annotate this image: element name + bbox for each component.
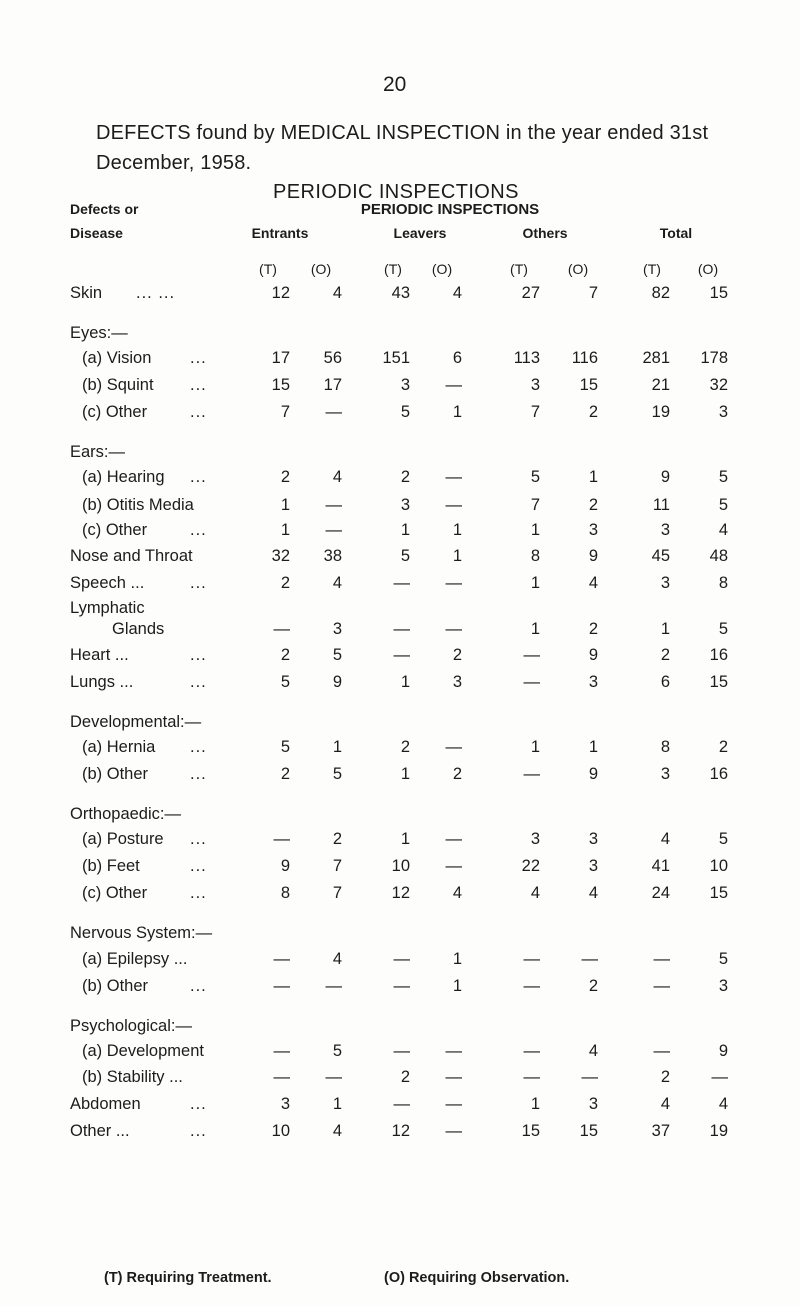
table-cell: 6	[660, 673, 670, 691]
sub-header-o: (O)	[310, 261, 332, 277]
table-cell: 5	[332, 1042, 342, 1060]
table-cell: 2	[588, 977, 598, 995]
table-cell: 9	[280, 857, 290, 875]
table-cell: 4	[332, 574, 342, 592]
table-cell: —	[325, 1068, 342, 1086]
table-cell: 178	[700, 349, 728, 367]
table-cell: 24	[651, 884, 670, 902]
sub-header-o: (O)	[697, 261, 719, 277]
table-cell: 5	[332, 765, 342, 783]
table-cell: 1	[452, 547, 462, 565]
group-header-total: Total	[659, 225, 693, 241]
table-row	[0, 673, 800, 699]
section-heading: Eyes:—	[70, 324, 128, 342]
table-cell: —	[393, 950, 410, 968]
table-cell: —	[653, 977, 670, 995]
row-label: (c) Other	[82, 884, 148, 902]
row-label: (c) Other	[82, 403, 148, 421]
leader-dots: ...	[190, 1095, 207, 1113]
table-row	[0, 620, 800, 646]
row-label: (a) Vision	[82, 349, 152, 367]
table-row	[0, 547, 800, 573]
leader-dots: ...	[190, 830, 207, 848]
table-cell: 4	[452, 884, 462, 902]
table-cell: —	[393, 620, 410, 638]
table-cell: —	[445, 1095, 462, 1113]
table-cell: 2	[588, 620, 598, 638]
table-cell: 8	[718, 574, 728, 592]
table-cell: 15	[709, 284, 728, 302]
table-cell: 4	[530, 884, 540, 902]
table-cell: 151	[382, 349, 410, 367]
leader-dots: ...	[190, 857, 207, 875]
row-label: Lymphatic	[70, 599, 145, 617]
table-cell: 4	[588, 1042, 598, 1060]
table-cell: —	[581, 1068, 598, 1086]
table-row	[0, 646, 800, 672]
table-cell: 3	[660, 521, 670, 539]
table-cell: —	[581, 950, 598, 968]
table-cell: —	[653, 1042, 670, 1060]
table-cell: 116	[571, 349, 598, 367]
table-cell: 7	[530, 403, 540, 421]
table-cell: 2	[718, 738, 728, 756]
table-cell: —	[393, 646, 410, 664]
table-cell: —	[523, 977, 540, 995]
table-row	[0, 950, 800, 976]
table-row	[0, 1068, 800, 1094]
table-cell: 4	[332, 950, 342, 968]
section-heading: Developmental:—	[70, 713, 202, 731]
table-cell: 2	[280, 646, 290, 664]
table-row	[0, 1122, 800, 1148]
table-cell: 45	[651, 547, 670, 565]
table-cell: —	[445, 1042, 462, 1060]
table-cell: —	[393, 977, 410, 995]
table-cell: 5	[280, 673, 290, 691]
sub-header-o: (O)	[567, 261, 589, 277]
table-cell: 4	[332, 284, 342, 302]
leader-dots: ...	[190, 376, 207, 394]
table-cell: —	[325, 521, 342, 539]
table-cell: 3	[452, 673, 462, 691]
sub-header-t: (T)	[384, 261, 402, 277]
row-label: Lungs ...	[70, 673, 134, 691]
table-cell: 41	[651, 857, 670, 875]
table-row	[0, 468, 800, 494]
table-row	[0, 403, 800, 429]
table-cell: —	[523, 765, 540, 783]
row-label: Glands	[112, 620, 165, 638]
table-cell: 1	[332, 738, 342, 756]
table-cell: 1	[400, 673, 410, 691]
leader-dots: ...	[190, 521, 207, 539]
footer-treatment-legend: (T) Requiring Treatment.	[104, 1270, 272, 1286]
row-label: (b) Feet	[82, 857, 140, 875]
page-number: 20	[383, 73, 407, 96]
table-cell: —	[523, 1068, 540, 1086]
leader-dots: ...	[190, 349, 207, 367]
table-cell: 15	[579, 376, 598, 394]
table-cell: 4	[718, 521, 728, 539]
row-label: Other ...	[70, 1122, 130, 1140]
leader-dots: ...	[190, 1122, 207, 1140]
table-cell: 5	[718, 620, 728, 638]
table-cell: 3	[718, 403, 728, 421]
table-cell: 3	[400, 496, 410, 514]
table-cell: 5	[530, 468, 540, 486]
table-cell: 2	[280, 574, 290, 592]
table-cell: 5	[718, 496, 728, 514]
table-cell: —	[393, 574, 410, 592]
row-label: (b) Stability ...	[82, 1068, 183, 1086]
leader-dots: ...	[190, 574, 207, 592]
table-cell: —	[325, 403, 342, 421]
row-label: Skin	[70, 284, 103, 302]
table-cell: 2	[452, 765, 462, 783]
row-label: (b) Squint	[82, 376, 154, 394]
leader-dots: ...	[190, 977, 207, 995]
table-row	[0, 884, 800, 910]
table-cell: 48	[709, 547, 728, 565]
table-cell: 8	[660, 738, 670, 756]
table-row	[0, 977, 800, 1003]
section-heading: Orthopaedic:—	[70, 805, 181, 823]
table-cell: 5	[400, 547, 410, 565]
table-cell: —	[523, 1042, 540, 1060]
table-cell: 2	[660, 646, 670, 664]
table-cell: 1	[588, 738, 598, 756]
table-cell: 15	[579, 1122, 598, 1140]
table-cell: 19	[651, 403, 670, 421]
table-cell: 19	[709, 1122, 728, 1140]
table-cell: 2	[280, 468, 290, 486]
table-cell: 1	[452, 977, 462, 995]
table-cell: 1	[400, 521, 410, 539]
table-cell: 4	[588, 574, 598, 592]
table-cell: 9	[588, 547, 598, 565]
table-cell: 3	[588, 857, 598, 875]
table-cell: 12	[391, 884, 410, 902]
table-cell: 4	[718, 1095, 728, 1113]
row-label: (a) Epilepsy ...	[82, 950, 188, 968]
table-cell: 16	[709, 646, 728, 664]
table-cell: 1	[332, 1095, 342, 1113]
row-label: Nose and Throat	[70, 547, 193, 565]
leader-dots: ...	[190, 738, 207, 756]
leader-dots: ...	[190, 884, 207, 902]
table-cell: —	[273, 977, 290, 995]
table-cell: 2	[588, 496, 598, 514]
table-cell: —	[523, 950, 540, 968]
table-cell: 1	[588, 468, 598, 486]
table-cell: 7	[332, 857, 342, 875]
table-cell: 5	[718, 830, 728, 848]
table-cell: 3	[400, 376, 410, 394]
table-cell: 9	[588, 646, 598, 664]
sub-header-t: (T)	[259, 261, 277, 277]
table-cell: 3	[588, 673, 598, 691]
row-label: Heart ...	[70, 646, 129, 664]
table-cell: 2	[280, 765, 290, 783]
table-cell: —	[711, 1068, 728, 1086]
table-cell: 9	[588, 765, 598, 783]
table-cell: 5	[280, 738, 290, 756]
table-row	[0, 376, 800, 402]
table-cell: 10	[709, 857, 728, 875]
table-cell: 82	[651, 284, 670, 302]
table-cell: 5	[400, 403, 410, 421]
sub-header-o: (O)	[431, 261, 453, 277]
table-cell: 1	[530, 1095, 540, 1113]
row-label: Abdomen	[70, 1095, 141, 1113]
leader-dots: ...	[190, 468, 207, 486]
table-cell: 56	[323, 349, 342, 367]
table-cell: 15	[271, 376, 290, 394]
table-cell: 9	[660, 468, 670, 486]
table-cell: 1	[660, 620, 670, 638]
table-cell: —	[445, 496, 462, 514]
table-cell: —	[653, 950, 670, 968]
group-header-entrants: Entrants	[251, 225, 309, 241]
table-cell: 43	[391, 284, 410, 302]
sub-header-t: (T)	[510, 261, 528, 277]
table-cell: —	[445, 620, 462, 638]
table-cell: 3	[588, 521, 598, 539]
table-cell: —	[273, 620, 290, 638]
defects-header-line1: Defects or	[70, 201, 139, 217]
table-cell: 12	[391, 1122, 410, 1140]
table-cell: 15	[521, 1122, 540, 1140]
table-cell: 4	[660, 1095, 670, 1113]
table-cell: 10	[271, 1122, 290, 1140]
table-cell: 32	[271, 547, 290, 565]
table-row	[0, 1095, 800, 1121]
table-cell: 1	[530, 574, 540, 592]
table-cell: 3	[718, 977, 728, 995]
table-cell: —	[325, 977, 342, 995]
table-cell: 22	[521, 857, 540, 875]
table-cell: 8	[280, 884, 290, 902]
table-cell: —	[325, 496, 342, 514]
section-heading: Ears:—	[70, 443, 126, 461]
table-cell: 2	[660, 1068, 670, 1086]
table-cell: —	[273, 830, 290, 848]
table-cell: —	[445, 738, 462, 756]
table-cell: —	[273, 1042, 290, 1060]
table-cell: 1	[400, 830, 410, 848]
table-cell: 17	[271, 349, 290, 367]
group-header-leavers: Leavers	[393, 225, 447, 241]
table-cell: 1	[400, 765, 410, 783]
table-cell: 7	[280, 403, 290, 421]
table-cell: 113	[513, 349, 540, 367]
table-cell: 17	[323, 376, 342, 394]
table-cell: —	[273, 950, 290, 968]
table-cell: 3	[588, 830, 598, 848]
table-cell: 2	[452, 646, 462, 664]
row-label: (c) Other	[82, 521, 148, 539]
table-cell: 4	[452, 284, 462, 302]
table-cell: —	[523, 646, 540, 664]
table-cell: —	[273, 1068, 290, 1086]
table-row	[0, 857, 800, 883]
leader-dots: ...	[190, 673, 207, 691]
periodic-inspections-header: PERIODIC INSPECTIONS	[360, 201, 540, 218]
table-cell: 2	[588, 403, 598, 421]
table-cell: 4	[660, 830, 670, 848]
leader-dots: ...	[190, 765, 207, 783]
table-cell: 5	[718, 468, 728, 486]
table-cell: 15	[709, 673, 728, 691]
table-cell: 1	[280, 521, 290, 539]
table-cell: 27	[521, 284, 540, 302]
table-cell: 3	[530, 830, 540, 848]
table-cell: 2	[400, 468, 410, 486]
table-cell: 15	[709, 884, 728, 902]
table-row	[0, 765, 800, 791]
table-cell: 3	[588, 1095, 598, 1113]
table-cell: 12	[271, 284, 290, 302]
table-row	[0, 521, 800, 547]
table-row	[0, 284, 800, 310]
table-cell: —	[445, 857, 462, 875]
leader-dots: ...	[190, 646, 207, 664]
table-cell: 9	[718, 1042, 728, 1060]
table-cell: 5	[718, 950, 728, 968]
table-cell: 3	[280, 1095, 290, 1113]
table-cell: 7	[530, 496, 540, 514]
table-cell: 1	[530, 620, 540, 638]
table-row	[0, 830, 800, 856]
table-cell: 1	[530, 521, 540, 539]
sub-header-t: (T)	[643, 261, 661, 277]
row-label: (a) Hearing	[82, 468, 165, 486]
table-cell: 4	[588, 884, 598, 902]
table-cell: 37	[651, 1122, 670, 1140]
table-cell: 7	[588, 284, 598, 302]
table-cell: 7	[332, 884, 342, 902]
table-row	[0, 496, 800, 522]
table-cell: 32	[709, 376, 728, 394]
table-cell: 3	[530, 376, 540, 394]
table-cell: 1	[452, 950, 462, 968]
table-cell: 11	[652, 496, 670, 514]
table-cell: 6	[452, 349, 462, 367]
page-subtitle: PERIODIC INSPECTIONS	[273, 181, 519, 203]
table-cell: 1	[452, 403, 462, 421]
table-cell: 3	[660, 574, 670, 592]
table-row	[0, 574, 800, 600]
table-cell: 3	[660, 765, 670, 783]
group-header-others: Others	[522, 225, 568, 241]
section-heading: Psychological:—	[70, 1017, 192, 1035]
table-cell: 1	[530, 738, 540, 756]
table-cell: 10	[391, 857, 410, 875]
table-cell: 8	[530, 547, 540, 565]
section-heading: Nervous System:—	[70, 924, 213, 942]
leader-dots: ...	[190, 403, 207, 421]
table-cell: 5	[332, 646, 342, 664]
table-cell: 38	[323, 547, 342, 565]
row-label: (b) Otitis Media	[82, 496, 194, 514]
table-cell: 4	[332, 1122, 342, 1140]
table-cell: —	[393, 1042, 410, 1060]
table-cell: —	[445, 376, 462, 394]
leader-dots: ... ...	[136, 284, 176, 302]
table-cell: 2	[400, 1068, 410, 1086]
table-cell: —	[445, 830, 462, 848]
table-cell: 9	[332, 673, 342, 691]
table-cell: —	[523, 673, 540, 691]
row-label: (a) Posture	[82, 830, 164, 848]
table-cell: 16	[709, 765, 728, 783]
table-row	[0, 349, 800, 375]
table-cell: 1	[280, 496, 290, 514]
table-cell: 4	[332, 468, 342, 486]
table-cell: —	[445, 1122, 462, 1140]
table-cell: —	[445, 574, 462, 592]
table-cell: 2	[400, 738, 410, 756]
table-cell: 3	[332, 620, 342, 638]
table-cell: 281	[642, 349, 670, 367]
row-label: (a) Hernia	[82, 738, 156, 756]
table-cell: —	[393, 1095, 410, 1113]
table-cell: 1	[452, 521, 462, 539]
table-cell: —	[445, 468, 462, 486]
row-label: (b) Other	[82, 765, 149, 783]
table-row	[0, 1042, 800, 1068]
table-cell: 2	[332, 830, 342, 848]
table-cell: 21	[651, 376, 670, 394]
table-row	[0, 738, 800, 764]
footer-observation-legend: (O) Requiring Observation.	[384, 1270, 570, 1286]
defects-header-line2: Disease	[70, 225, 123, 241]
row-label: (b) Other	[82, 977, 149, 995]
row-label: Speech ...	[70, 574, 145, 592]
page-title: DEFECTS found by MEDICAL INSPECTION in the year ended 31st December, 1958.	[96, 122, 709, 174]
table-cell: —	[445, 1068, 462, 1086]
row-label: (a) Development	[82, 1042, 204, 1060]
